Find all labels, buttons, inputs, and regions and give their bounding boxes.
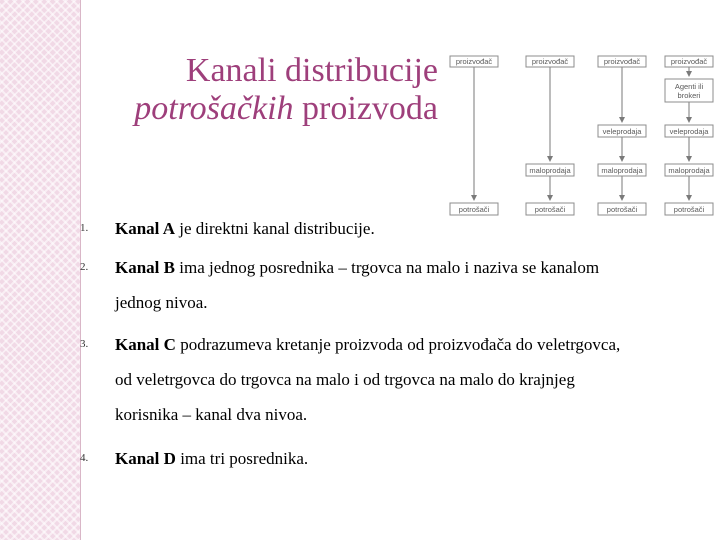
box-retail-c	[598, 164, 646, 176]
svg-text:maloprodaja: maloprodaja	[529, 166, 571, 175]
title-line-2	[84, 90, 438, 128]
item-text: Kanal A je direktni kanal distribucije.	[115, 219, 375, 238]
item-text: Kanal B ima jednog posrednika – trgovca na malo i naziva se kanalom jednog nivoa.	[115, 258, 600, 312]
item-number: 3.	[80, 338, 89, 350]
svg-text:Agenti ili: Agenti ili	[674, 82, 704, 91]
list-item	[80, 211, 640, 246]
svg-text:veleprodaja: veleprodaja	[602, 127, 642, 136]
item-channel-name: Kanal A	[115, 219, 175, 238]
item-channel-name: Kanal B	[115, 258, 175, 277]
item-number: 1.	[80, 222, 89, 234]
box-producer-b	[526, 56, 574, 67]
svg-text:potrošači: potrošači	[606, 205, 638, 214]
svg-text:proizvođač: proizvođač	[455, 57, 493, 66]
svg-text:veleprodaja: veleprodaja	[669, 127, 709, 136]
svg-text:potrošači: potrošači	[534, 205, 566, 214]
list-item	[80, 441, 640, 476]
box-producer-c	[598, 56, 646, 67]
box-retail-d	[665, 164, 713, 176]
item-text: Kanal D ima tri posrednika.	[115, 449, 309, 468]
svg-text:proizvođač: proizvođač	[603, 57, 641, 66]
item-channel-name: Kanal C	[115, 335, 176, 354]
item-number: 2.	[80, 261, 89, 273]
svg-text:maloprodaja: maloprodaja	[668, 166, 710, 175]
svg-text:potrošači: potrošači	[458, 205, 490, 214]
box-wholesale-c	[598, 125, 646, 137]
slide-title	[84, 52, 438, 128]
list-item	[80, 327, 640, 432]
box-producer-d	[665, 56, 713, 67]
title-rest: proizvoda	[293, 90, 438, 127]
title-italic: potrošačkih	[134, 90, 294, 127]
item-number: 4.	[80, 452, 89, 464]
box-retail-b	[526, 164, 574, 176]
box-wholesale-d	[665, 125, 713, 137]
box-consumers-d	[665, 203, 713, 215]
svg-text:brokeri: brokeri	[677, 91, 701, 100]
box-producer-a	[450, 56, 498, 67]
item-channel-name: Kanal D	[115, 449, 176, 468]
box-agents-d	[665, 79, 713, 102]
item-text: Kanal C podrazumeva kretanje proizvoda od proizvođača do veletrgovca, od veletrgovca do trgovca na malo i od trgovca na malo do krajnjeg korisnika – kanal dva nivoa.	[115, 335, 621, 424]
svg-text:proizvođač: proizvođač	[531, 57, 569, 66]
svg-text:maloprodaja: maloprodaja	[601, 166, 643, 175]
svg-text:potrošači: potrošači	[673, 205, 705, 214]
channel-diagram	[448, 52, 720, 220]
list-item	[80, 250, 640, 320]
svg-text:proizvođač: proizvođač	[670, 57, 708, 66]
title-line-1: Kanali distribucije	[185, 52, 438, 89]
decorative-pattern	[0, 0, 80, 540]
